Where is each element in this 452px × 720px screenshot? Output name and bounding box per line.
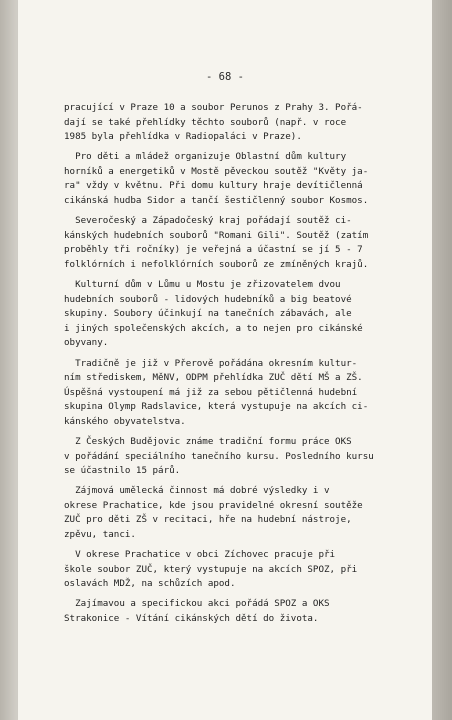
text-line: ra" vždy v květnu. Při domu kultury hraje devítičlenná <box>64 180 363 192</box>
paragraph <box>64 214 410 272</box>
text-line: Z Českých Budějovic známe tradiční formu práce OKS <box>64 435 352 447</box>
paragraph <box>64 597 410 626</box>
text-line: okrese Prachatice, kde jsou pravidelné okresní soutěže <box>64 499 363 511</box>
text-line: ním střediskem, MěNV, ODPM přehlídka ZUČ dětí MŠ a ZŠ. <box>64 372 363 384</box>
text-line: škole soubor ZUČ, který vystupuje na akcích SPOZ, při <box>64 563 358 575</box>
text-line: Zajímavou a specifickou akci pořádá SPOZ a OKS <box>64 598 330 610</box>
paragraph <box>64 101 410 145</box>
paragraph <box>64 150 410 208</box>
paragraph <box>64 484 410 542</box>
text-line: zpěvu, tanci. <box>64 529 136 541</box>
book-binding <box>0 0 20 720</box>
text-line: v pořádání speciálního tanečního kursu. Posledního kursu <box>64 450 374 462</box>
text-line: cikánská hudba Sidor a tančí šestičlenný soubor Kosmos. <box>64 195 369 207</box>
text-line: se účastnilo 15 párů. <box>64 465 181 477</box>
paragraph <box>64 357 410 430</box>
text-line: skupina Olymp Radslavice, která vystupuje na akcích ci- <box>64 401 369 413</box>
text-line: pracující v Praze 10 a soubor Perunos z Prahy 3. Pořá- <box>64 102 363 113</box>
text-line: Úspěšná vystoupení má již za sebou pětičlenná hudební <box>64 386 358 398</box>
text-line: proběhly tři ročníky) je veřejná a účastní se jí 5 - 7 <box>64 244 363 256</box>
paragraph <box>64 278 410 351</box>
text-line: Zájmová umělecká činnost má dobré výsledky i v <box>64 485 330 497</box>
text-line: dají se také přehlídky těchto souborů (např. v roce <box>64 116 347 128</box>
text-line: kánských hudebních souborů "Romani Gili". Soutěž (zatím <box>64 229 369 241</box>
text-line: Kulturní dům v Lůmu u Mostu je zřizovatelem dvou <box>64 279 341 291</box>
text-line: Strakonice - Vítání cikánských dětí do života. <box>64 613 319 624</box>
text-line: horníků a energetiků v Mostě pěveckou soutěž "Květy ja- <box>64 165 369 177</box>
text-line: Severočeský a Západočeský kraj pořádají soutěž ci- <box>64 215 352 227</box>
text-line: V okrese Prachatice v obci Zíchovec pracuje při <box>64 549 336 561</box>
text-line: kánského obyvatelstva. <box>64 415 186 427</box>
text-line: i jiných společenských akcích, a to nejen pro cikánské <box>64 322 363 334</box>
page-edge <box>432 0 452 720</box>
body-text <box>64 101 410 632</box>
text-line: Tradičně je již v Přerově pořádána okresním kultur- <box>64 357 358 369</box>
page-number: - 68 - <box>206 71 244 83</box>
text-line: Pro děti a mládež organizuje Oblastní dům kultury <box>64 151 347 163</box>
text-line: ZUČ pro děti ZŠ v recitaci, hře na hudební nástroje, <box>64 514 352 526</box>
paragraph <box>64 548 410 592</box>
book-page <box>18 0 432 720</box>
text-line: obyvany. <box>64 337 109 349</box>
text-line: hudebních souborů - lidových hudebníků a big beatové <box>64 293 352 305</box>
text-line: skupiny. Soubory účinkují na tanečních zábavách, ale <box>64 308 352 320</box>
text-line: oslavách MDŽ, na schůzích apod. <box>64 578 236 590</box>
text-line: 1985 byla přehlídka v Radiopaláci v Praze). <box>64 131 302 143</box>
text-line: folklórních i nefolklórních souborů ze zmíněných krajů. <box>64 258 369 270</box>
paragraph <box>64 435 410 479</box>
